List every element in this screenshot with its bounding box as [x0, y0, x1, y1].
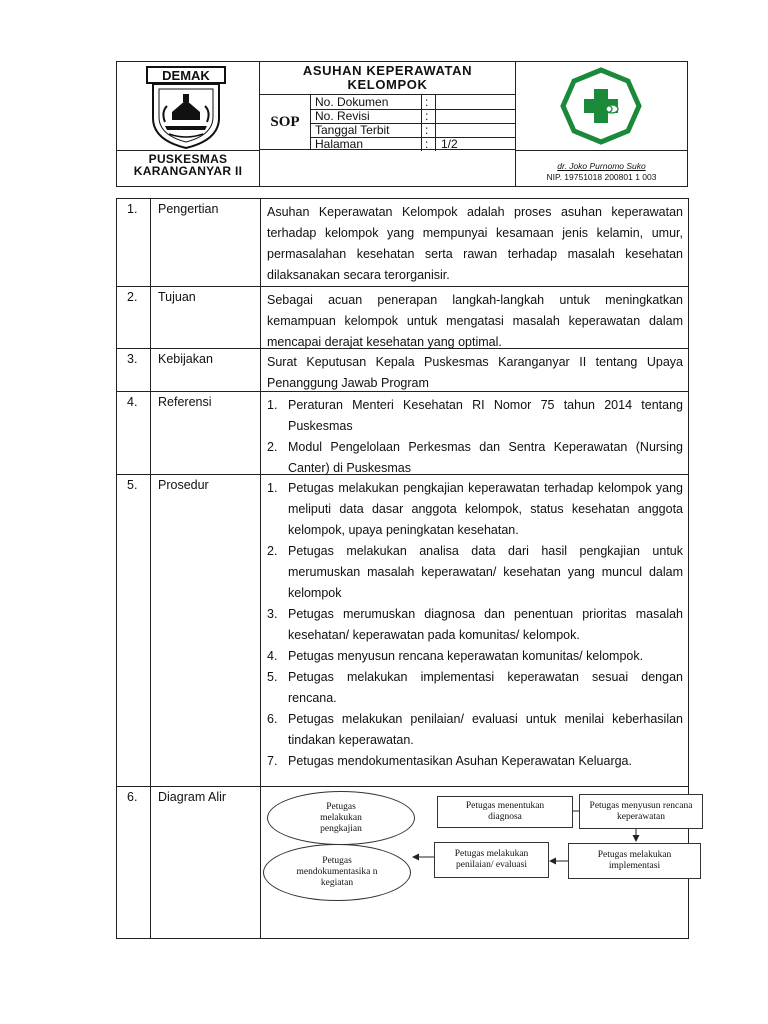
section-text: Surat Keputusan Kepala Puskesmas Karanganyar II tentang Upaya Penanggung Jawab Program: [267, 355, 683, 390]
list-item: 2. Modul Pengelolaan Perkesmas dan Sentra Keperawatan (Nursing Canter) di Puskesmas: [267, 440, 683, 475]
flow-node-diagnose: Petugas menentukan diagnosa: [437, 796, 573, 828]
section-number: 3.: [127, 352, 138, 366]
procedure-list: [267, 478, 683, 772]
doc-info-block: [260, 94, 515, 150]
signer-nip: NIP. 19751018 200801 1 003: [546, 172, 657, 182]
title-line1: ASUHAN KEPERAWATAN: [302, 63, 473, 78]
doc-field-label: Tanggal Terbit: [315, 123, 390, 137]
flow-node-plan: Petugas menyusun rencana keperawatan: [579, 794, 703, 829]
org-name: [117, 150, 259, 187]
org-name-line1: PUSKESMAS: [148, 152, 228, 166]
doc-field-tanggal: [311, 123, 515, 138]
flow-diagram: [117, 787, 693, 947]
logo-text: DEMAK: [162, 68, 210, 83]
flow-node-document: Petugas mendokumentasika n kegiatan: [263, 844, 411, 901]
doc-field-colon: :: [425, 123, 429, 137]
section-row-tujuan: [117, 287, 688, 349]
document-title: [260, 62, 515, 94]
doc-field-value: 1/2: [441, 137, 458, 151]
section-row-kebijakan: [117, 349, 688, 392]
org-name-line2: KARANGANYAR II: [133, 164, 243, 178]
doc-field-colon: :: [425, 95, 429, 109]
section-number: 4.: [127, 395, 138, 409]
flow-node-implement: Petugas melakukan implementasi: [568, 843, 701, 879]
list-item: 7. Petugas mendokumentasikan Asuhan Keperawatan Keluarga.: [267, 754, 632, 768]
section-number: 6.: [127, 790, 138, 804]
section-title: Pengertian: [158, 202, 219, 216]
signature-block: [516, 150, 687, 187]
section-row-diagram-alir: [117, 787, 693, 938]
section-text: Sebagai acuan penerapan langkah-langkah untuk meningkatkan kemampuan kelompok untuk mengatasi masalah keperawatan dalam mencapai derajat kesehatan yang optimal.: [267, 293, 683, 349]
sop-header: [116, 61, 688, 187]
reference-list: [267, 395, 683, 479]
section-row-referensi: [117, 392, 688, 475]
list-item: 6. Petugas melakukan penilaian/ evaluasi untuk menilai keberhasilan tindakan keperawatan.: [267, 712, 683, 747]
section-number: 2.: [127, 290, 138, 304]
signer-name: dr. Joko Purnomo Suko: [557, 161, 646, 171]
section-title: Prosedur: [158, 478, 209, 492]
section-title: Kebijakan: [158, 352, 213, 366]
doc-field-label: No. Dokumen: [315, 95, 389, 109]
flow-node-evaluate: Petugas melakukan penilaian/ evaluasi: [434, 842, 549, 878]
demak-crest-icon: [117, 62, 259, 150]
doc-field-revisi: [311, 109, 515, 124]
section-row-pengertian: [117, 199, 688, 287]
list-item: 1. Petugas melakukan pengkajian keperawatan terhadap kelompok yang meliputi data dasar anggota kelompok, status kesehatan anggota kelompok, upaya peningkatan kesehatan.: [267, 481, 683, 537]
section-number: 1.: [127, 202, 138, 216]
flow-node-start: Petugas melakukan pengkajian: [267, 791, 415, 845]
doc-field-colon: :: [425, 109, 429, 123]
list-item: 2. Petugas melakukan analisa data dari hasil pengkajian untuk merumuskan masalah keperawatan/ kesehatan yang muncul dalam kelompok: [267, 544, 683, 600]
list-item: 3. Petugas merumuskan diagnosa dan penentuan prioritas masalah kesehatan/ keperawatan pada komunitas/ kelompok.: [267, 607, 683, 642]
doc-field-dokumen: [311, 95, 515, 110]
section-title: Diagram Alir: [158, 790, 227, 804]
puskesmas-logo-cell: [516, 62, 687, 150]
demak-logo-cell: [117, 62, 259, 150]
doc-field-label: No. Revisi: [315, 109, 370, 123]
list-item: 1. Peraturan Menteri Kesehatan RI Nomor 75 tahun 2014 tentang Puskesmas: [267, 398, 683, 433]
sop-label: SOP: [260, 95, 311, 150]
list-item: 4. Petugas menyusun rencana keperawatan komunitas/ kelompok.: [267, 649, 644, 663]
puskesmas-logo-icon: [516, 62, 687, 150]
title-line2: KELOMPOK: [347, 77, 428, 92]
section-text: Asuhan Keperawatan Kelompok adalah proses asuhan keperawatan terhadap kelompok yang mempunyai kesamaan jenis kelamin, umur, permasalahan kesehatan serta rawan terhadap masalah kesehatan dilaksanakan secara terorganisir.: [267, 205, 683, 282]
sop-content-table: [116, 198, 693, 939]
doc-field-colon: :: [425, 137, 429, 151]
section-title: Tujuan: [158, 290, 196, 304]
doc-field-halaman: [311, 137, 515, 151]
section-number: 5.: [127, 478, 138, 492]
list-item: 5. Petugas melakukan implementasi keperawatan sesuai dengan rencana.: [267, 670, 683, 705]
section-title: Referensi: [158, 395, 212, 409]
section-row-prosedur: [117, 475, 688, 787]
doc-field-label: Halaman: [315, 137, 364, 151]
